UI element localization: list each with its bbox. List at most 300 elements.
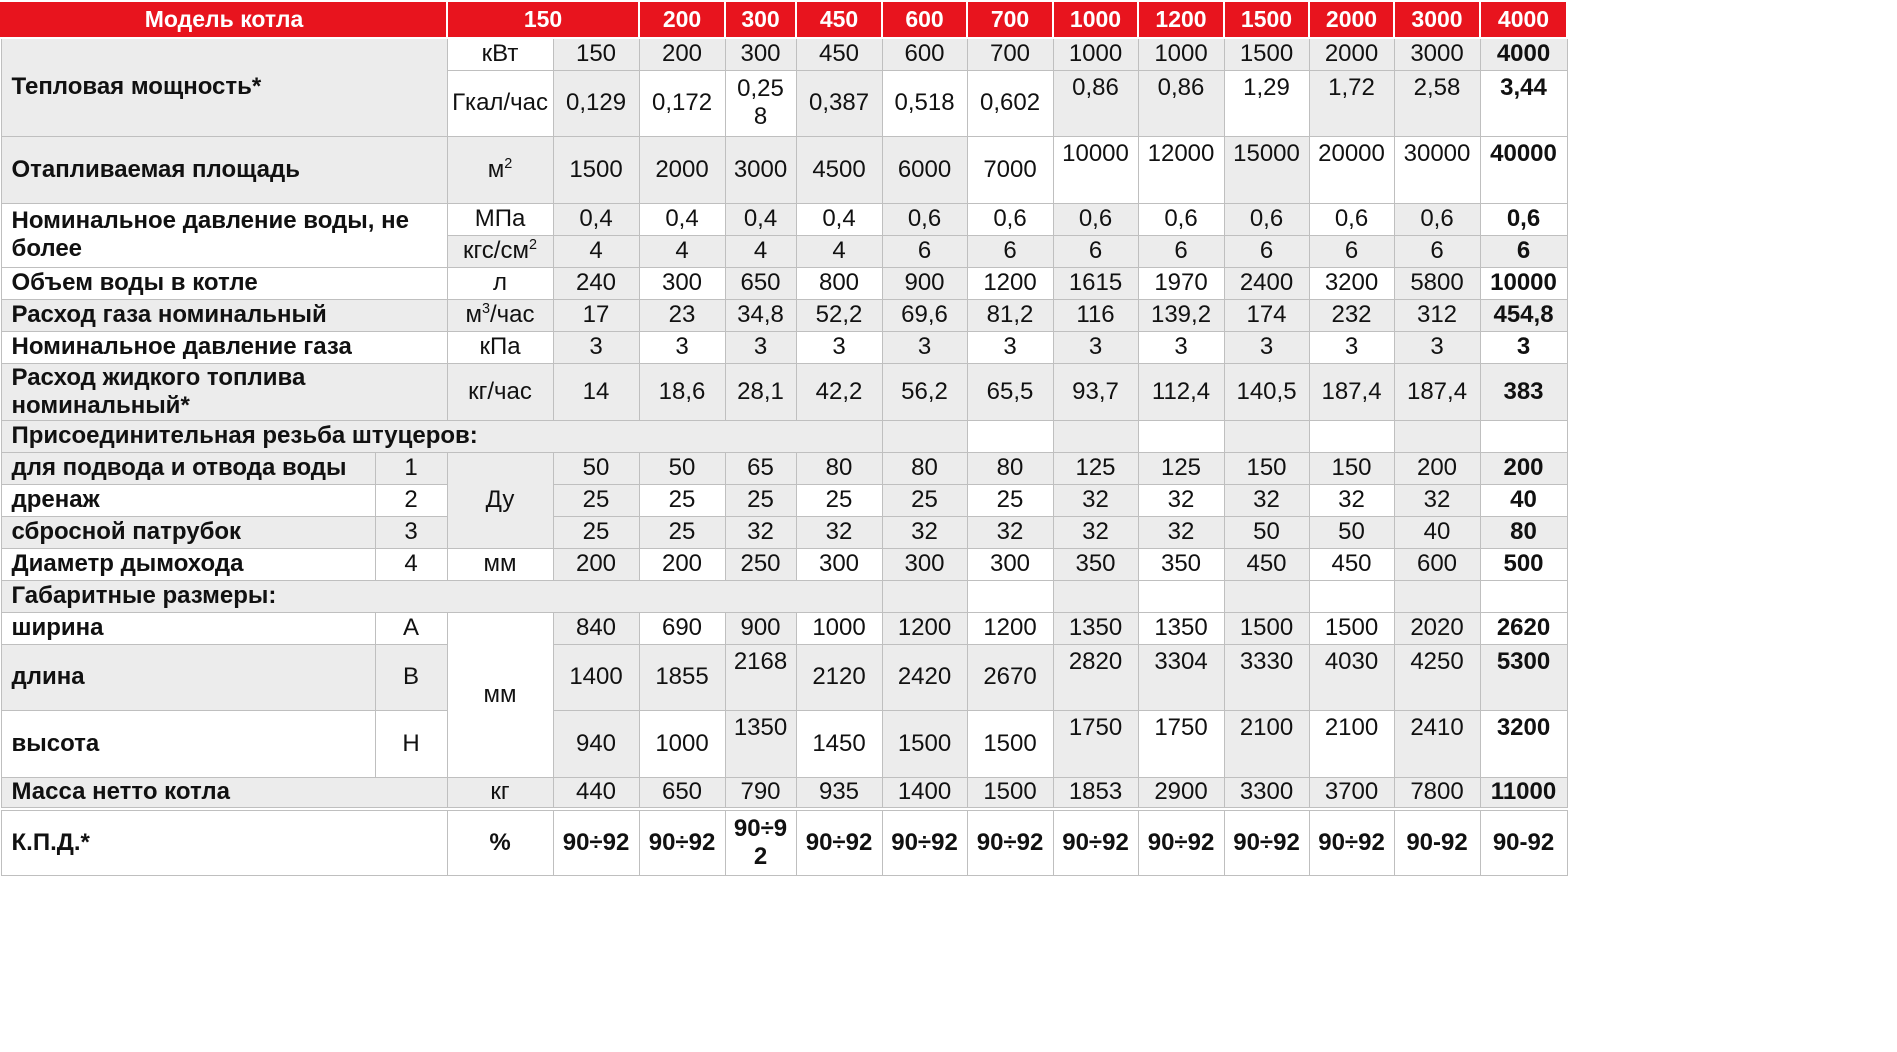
row-label: Расход жидкого топлива номинальный* <box>1 363 447 420</box>
value-cell: 1000 <box>639 710 725 777</box>
value-cell: 690 <box>639 612 725 644</box>
value-cell: 25 <box>639 516 725 548</box>
value-cell: 232 <box>1309 299 1394 331</box>
value-cell: 600 <box>1394 548 1480 580</box>
value-cell: 0,86 <box>1138 70 1224 136</box>
value-cell: 0,25 8 <box>725 70 796 136</box>
row-label: Диаметр дымохода <box>1 548 375 580</box>
value-cell: 3000 <box>1394 38 1480 70</box>
value-cell: 6 <box>1309 235 1394 267</box>
row-label: Номинальное давление воды, не более <box>1 203 447 267</box>
row-thread-drain <box>1 484 1567 516</box>
value-cell: 0,6 <box>1394 203 1480 235</box>
unit-cell: Гкал/час <box>447 70 553 136</box>
value-cell: 350 <box>1053 548 1138 580</box>
model-1500: 1500 <box>1224 1 1309 38</box>
index-cell: H <box>375 710 447 777</box>
value-cell: 2120 <box>796 644 882 710</box>
value-cell: 3 <box>1053 331 1138 363</box>
empty-cell <box>1053 420 1138 452</box>
row-label: ширина <box>1 612 375 644</box>
value-cell: 56,2 <box>882 363 967 420</box>
value-cell: 2400 <box>1224 267 1309 299</box>
empty-cell <box>967 420 1053 452</box>
value-cell: 1500 <box>882 710 967 777</box>
value-cell: 81,2 <box>967 299 1053 331</box>
value-cell: 4 <box>639 235 725 267</box>
value-cell: 6 <box>1224 235 1309 267</box>
row-dim-width <box>1 612 1567 644</box>
value-cell: 116 <box>1053 299 1138 331</box>
value-cell: 200 <box>553 548 639 580</box>
header-label: Модель котла <box>1 1 447 38</box>
value-cell: 1615 <box>1053 267 1138 299</box>
value-cell: 3300 <box>1224 777 1309 809</box>
value-cell: 200 <box>1480 452 1567 484</box>
value-cell: 34,8 <box>725 299 796 331</box>
value-cell: 90÷92 <box>967 809 1053 875</box>
value-cell: 2410 <box>1394 710 1480 777</box>
value-cell: 900 <box>882 267 967 299</box>
value-cell: 32 <box>1138 484 1224 516</box>
value-cell: 3304 <box>1138 644 1224 710</box>
value-cell: 1350 <box>1138 612 1224 644</box>
value-cell: 187,4 <box>1394 363 1480 420</box>
value-cell: 11000 <box>1480 777 1567 809</box>
value-cell: 10000 <box>1053 136 1138 203</box>
value-cell: 3 <box>553 331 639 363</box>
value-cell: 90÷92 <box>1138 809 1224 875</box>
value-cell: 1500 <box>967 777 1053 809</box>
value-cell: 1500 <box>967 710 1053 777</box>
value-cell: 50 <box>553 452 639 484</box>
value-cell: 1200 <box>882 612 967 644</box>
value-cell: 6 <box>882 235 967 267</box>
model-1000: 1000 <box>1053 1 1138 38</box>
value-cell: 25 <box>796 484 882 516</box>
value-cell: 32 <box>1053 484 1138 516</box>
value-cell: 90÷92 <box>1309 809 1394 875</box>
value-cell: 500 <box>1480 548 1567 580</box>
section-label: Габаритные размеры: <box>1 580 882 612</box>
value-cell: 3 <box>882 331 967 363</box>
value-cell: 4 <box>725 235 796 267</box>
row-efficiency <box>1 809 1567 875</box>
value-cell: 80 <box>796 452 882 484</box>
row-label: Номинальное давление газа <box>1 331 447 363</box>
value-cell: 32 <box>1309 484 1394 516</box>
value-cell: 25 <box>553 484 639 516</box>
value-cell: 174 <box>1224 299 1309 331</box>
value-cell: 2000 <box>1309 38 1394 70</box>
value-cell: 454,8 <box>1480 299 1567 331</box>
model-150: 150 <box>447 1 639 38</box>
value-cell: 6 <box>1138 235 1224 267</box>
value-cell: 187,4 <box>1309 363 1394 420</box>
value-cell: 4 <box>553 235 639 267</box>
value-cell: 40000 <box>1480 136 1567 203</box>
model-4000: 4000 <box>1480 1 1567 38</box>
row-mass <box>1 777 1567 809</box>
value-cell: 50 <box>1224 516 1309 548</box>
empty-cell <box>1309 580 1394 612</box>
value-cell: 3 <box>1394 331 1480 363</box>
value-cell: 1500 <box>1224 38 1309 70</box>
value-cell: 150 <box>1224 452 1309 484</box>
value-cell: 6 <box>1394 235 1480 267</box>
value-cell: 25 <box>553 516 639 548</box>
value-cell: 6 <box>967 235 1053 267</box>
value-cell: 90÷9 2 <box>725 809 796 875</box>
value-cell: 14 <box>553 363 639 420</box>
value-cell: 4030 <box>1309 644 1394 710</box>
value-cell: 2168 <box>725 644 796 710</box>
empty-cell <box>1394 420 1480 452</box>
value-cell: 2100 <box>1224 710 1309 777</box>
value-cell: 800 <box>796 267 882 299</box>
value-cell: 65 <box>725 452 796 484</box>
value-cell: 700 <box>967 38 1053 70</box>
value-cell: 23 <box>639 299 725 331</box>
value-cell: 300 <box>725 38 796 70</box>
value-cell: 2420 <box>882 644 967 710</box>
value-cell: 0,86 <box>1053 70 1138 136</box>
value-cell: 1500 <box>553 136 639 203</box>
value-cell: 0,4 <box>639 203 725 235</box>
row-label: Объем воды в котле <box>1 267 447 299</box>
empty-cell <box>1480 420 1567 452</box>
value-cell: 3 <box>796 331 882 363</box>
value-cell: 4250 <box>1394 644 1480 710</box>
value-cell: 139,2 <box>1138 299 1224 331</box>
value-cell: 1200 <box>967 612 1053 644</box>
row-thermal-kw <box>1 38 1567 70</box>
value-cell: 1853 <box>1053 777 1138 809</box>
value-cell: 600 <box>882 38 967 70</box>
model-200: 200 <box>639 1 725 38</box>
value-cell: 3200 <box>1480 710 1567 777</box>
value-cell: 0,518 <box>882 70 967 136</box>
value-cell: 1750 <box>1138 710 1224 777</box>
value-cell: 450 <box>796 38 882 70</box>
value-cell: 32 <box>967 516 1053 548</box>
empty-cell <box>1224 580 1309 612</box>
value-cell: 32 <box>882 516 967 548</box>
value-cell: 200 <box>639 548 725 580</box>
value-cell: 12000 <box>1138 136 1224 203</box>
value-cell: 25 <box>967 484 1053 516</box>
value-cell: 3330 <box>1224 644 1309 710</box>
value-cell: 25 <box>725 484 796 516</box>
value-cell: 0,6 <box>967 203 1053 235</box>
value-cell: 25 <box>639 484 725 516</box>
value-cell: 32 <box>1053 516 1138 548</box>
empty-cell <box>882 420 967 452</box>
value-cell: 32 <box>796 516 882 548</box>
unit-cell: кг <box>447 777 553 809</box>
model-2000: 2000 <box>1309 1 1394 38</box>
value-cell: 1000 <box>796 612 882 644</box>
value-cell: 650 <box>725 267 796 299</box>
value-cell: 90÷92 <box>1224 809 1309 875</box>
value-cell: 650 <box>639 777 725 809</box>
unit-cell: мм <box>447 612 553 777</box>
value-cell: 80 <box>967 452 1053 484</box>
value-cell: 5300 <box>1480 644 1567 710</box>
unit-cell: $м^3$/час <box>447 299 553 331</box>
value-cell: 6 <box>1480 235 1567 267</box>
row-dim-height <box>1 710 1567 777</box>
value-cell: 30000 <box>1394 136 1480 203</box>
value-cell: 3 <box>1224 331 1309 363</box>
empty-cell <box>1480 580 1567 612</box>
value-cell: 90÷92 <box>1053 809 1138 875</box>
value-cell: 2000 <box>639 136 725 203</box>
value-cell: 7800 <box>1394 777 1480 809</box>
value-cell: 1000 <box>1138 38 1224 70</box>
value-cell: 0,6 <box>1309 203 1394 235</box>
row-water-volume <box>1 267 1567 299</box>
value-cell: 0,6 <box>1480 203 1567 235</box>
row-liquid-fuel <box>1 363 1567 420</box>
value-cell: 80 <box>1480 516 1567 548</box>
index-cell: B <box>375 644 447 710</box>
value-cell: 450 <box>1224 548 1309 580</box>
value-cell: 3 <box>1309 331 1394 363</box>
value-cell: 28,1 <box>725 363 796 420</box>
value-cell: 0,6 <box>1053 203 1138 235</box>
value-cell: 935 <box>796 777 882 809</box>
value-cell: 240 <box>553 267 639 299</box>
value-cell: 32 <box>1138 516 1224 548</box>
value-cell: 1,29 <box>1224 70 1309 136</box>
value-cell: 0,4 <box>796 203 882 235</box>
value-cell: 0,172 <box>639 70 725 136</box>
row-label: дренаж <box>1 484 375 516</box>
row-label: К.П.Д.* <box>1 809 447 875</box>
value-cell: 440 <box>553 777 639 809</box>
value-cell: 790 <box>725 777 796 809</box>
value-cell: 0,129 <box>553 70 639 136</box>
value-cell: 6000 <box>882 136 967 203</box>
value-cell: 4500 <box>796 136 882 203</box>
unit-cell: % <box>447 809 553 875</box>
index-cell: 2 <box>375 484 447 516</box>
unit-cell: $м^2$ <box>447 136 553 203</box>
value-cell: 840 <box>553 612 639 644</box>
empty-cell <box>1138 580 1224 612</box>
empty-cell <box>967 580 1053 612</box>
value-cell: 350 <box>1138 548 1224 580</box>
value-cell: 3200 <box>1309 267 1394 299</box>
value-cell: 40 <box>1394 516 1480 548</box>
value-cell: 2670 <box>967 644 1053 710</box>
value-cell: 200 <box>639 38 725 70</box>
row-chimney <box>1 548 1567 580</box>
empty-cell <box>1309 420 1394 452</box>
row-label: высота <box>1 710 375 777</box>
row-label: Масса нетто котла <box>1 777 447 809</box>
value-cell: 0,6 <box>1138 203 1224 235</box>
value-cell: 90-92 <box>1394 809 1480 875</box>
value-cell: 383 <box>1480 363 1567 420</box>
value-cell: 2020 <box>1394 612 1480 644</box>
value-cell: 300 <box>639 267 725 299</box>
value-cell: 940 <box>553 710 639 777</box>
index-cell: 3 <box>375 516 447 548</box>
unit-cell: кПа <box>447 331 553 363</box>
value-cell: 1970 <box>1138 267 1224 299</box>
value-cell: 90÷92 <box>639 809 725 875</box>
index-cell: 4 <box>375 548 447 580</box>
value-cell: 312 <box>1394 299 1480 331</box>
model-450: 450 <box>796 1 882 38</box>
value-cell: 140,5 <box>1224 363 1309 420</box>
unit-cell: мм <box>447 548 553 580</box>
value-cell: 0,387 <box>796 70 882 136</box>
value-cell: 1450 <box>796 710 882 777</box>
value-cell: 1400 <box>553 644 639 710</box>
value-cell: 1855 <box>639 644 725 710</box>
unit-cell: кг/час <box>447 363 553 420</box>
value-cell: 300 <box>796 548 882 580</box>
empty-cell <box>1224 420 1309 452</box>
value-cell: 1,72 <box>1309 70 1394 136</box>
value-cell: 4 <box>796 235 882 267</box>
row-label: Расход газа номинальный <box>1 299 447 331</box>
value-cell: 90÷92 <box>882 809 967 875</box>
value-cell: 69,6 <box>882 299 967 331</box>
value-cell: 1750 <box>1053 710 1138 777</box>
value-cell: 450 <box>1309 548 1394 580</box>
row-label: для подвода и отвода воды <box>1 452 375 484</box>
row-pressure-mpa <box>1 203 1567 235</box>
value-cell: 4000 <box>1480 38 1567 70</box>
value-cell: 3 <box>967 331 1053 363</box>
value-cell: 10000 <box>1480 267 1567 299</box>
value-cell: 1000 <box>1053 38 1138 70</box>
row-gas-flow <box>1 299 1567 331</box>
value-cell: 250 <box>725 548 796 580</box>
value-cell: 1200 <box>967 267 1053 299</box>
row-area <box>1 136 1567 203</box>
row-label: Отапливаемая площадь <box>1 136 447 203</box>
value-cell: 1350 <box>725 710 796 777</box>
value-cell: 0,4 <box>725 203 796 235</box>
row-dimensions-heading <box>1 580 1567 612</box>
value-cell: 125 <box>1138 452 1224 484</box>
empty-cell <box>1394 580 1480 612</box>
value-cell: 0,6 <box>1224 203 1309 235</box>
value-cell: 42,2 <box>796 363 882 420</box>
value-cell: 2820 <box>1053 644 1138 710</box>
value-cell: 80 <box>882 452 967 484</box>
row-threads-heading <box>1 420 1567 452</box>
value-cell: 150 <box>1309 452 1394 484</box>
value-cell: 6 <box>1053 235 1138 267</box>
value-cell: 2,58 <box>1394 70 1480 136</box>
value-cell: 93,7 <box>1053 363 1138 420</box>
value-cell: 15000 <box>1224 136 1309 203</box>
value-cell: 200 <box>1394 452 1480 484</box>
value-cell: 0,602 <box>967 70 1053 136</box>
value-cell: 7000 <box>967 136 1053 203</box>
index-cell: A <box>375 612 447 644</box>
model-600: 600 <box>882 1 967 38</box>
empty-cell <box>1053 580 1138 612</box>
model-1200: 1200 <box>1138 1 1224 38</box>
index-cell: 1 <box>375 452 447 484</box>
value-cell: 52,2 <box>796 299 882 331</box>
row-thread-supply <box>1 452 1567 484</box>
value-cell: 0,4 <box>553 203 639 235</box>
value-cell: 3000 <box>725 136 796 203</box>
value-cell: 300 <box>967 548 1053 580</box>
value-cell: 17 <box>553 299 639 331</box>
unit-cell: л <box>447 267 553 299</box>
value-cell: 2620 <box>1480 612 1567 644</box>
value-cell: 90-92 <box>1480 809 1567 875</box>
value-cell: 3700 <box>1309 777 1394 809</box>
value-cell: 3 <box>1138 331 1224 363</box>
row-dim-length <box>1 644 1567 710</box>
empty-cell <box>1138 420 1224 452</box>
row-thread-relief <box>1 516 1567 548</box>
value-cell: 2900 <box>1138 777 1224 809</box>
unit-cell: МПа <box>447 203 553 235</box>
value-cell: 900 <box>725 612 796 644</box>
value-cell: 32 <box>725 516 796 548</box>
value-cell: 32 <box>1224 484 1309 516</box>
row-label: Тепловая мощность* <box>1 38 447 136</box>
value-cell: 25 <box>882 484 967 516</box>
value-cell: 1500 <box>1309 612 1394 644</box>
value-cell: 125 <box>1053 452 1138 484</box>
value-cell: 20000 <box>1309 136 1394 203</box>
value-cell: 150 <box>553 38 639 70</box>
empty-cell <box>882 580 967 612</box>
value-cell: 3 <box>639 331 725 363</box>
row-gas-pressure <box>1 331 1567 363</box>
row-label: сбросной патрубок <box>1 516 375 548</box>
value-cell: 2100 <box>1309 710 1394 777</box>
value-cell: 112,4 <box>1138 363 1224 420</box>
model-700: 700 <box>967 1 1053 38</box>
value-cell: 65,5 <box>967 363 1053 420</box>
model-300: 300 <box>725 1 796 38</box>
value-cell: 18,6 <box>639 363 725 420</box>
unit-cell: кгс/$см^2$ <box>447 235 553 267</box>
value-cell: 3 <box>725 331 796 363</box>
value-cell: 50 <box>639 452 725 484</box>
value-cell: 3 <box>1480 331 1567 363</box>
value-cell: 90÷92 <box>796 809 882 875</box>
value-cell: 40 <box>1480 484 1567 516</box>
model-3000: 3000 <box>1394 1 1480 38</box>
value-cell: 3,44 <box>1480 70 1567 136</box>
value-cell: 32 <box>1394 484 1480 516</box>
value-cell: 0,6 <box>882 203 967 235</box>
value-cell: 1350 <box>1053 612 1138 644</box>
value-cell: 50 <box>1309 516 1394 548</box>
section-label: Присоединительная резьба штуцеров: <box>1 420 882 452</box>
row-label: длина <box>1 644 375 710</box>
value-cell: 1500 <box>1224 612 1309 644</box>
unit-cell: кВт <box>447 38 553 70</box>
header-row <box>1 1 1567 38</box>
value-cell: 5800 <box>1394 267 1480 299</box>
value-cell: 300 <box>882 548 967 580</box>
